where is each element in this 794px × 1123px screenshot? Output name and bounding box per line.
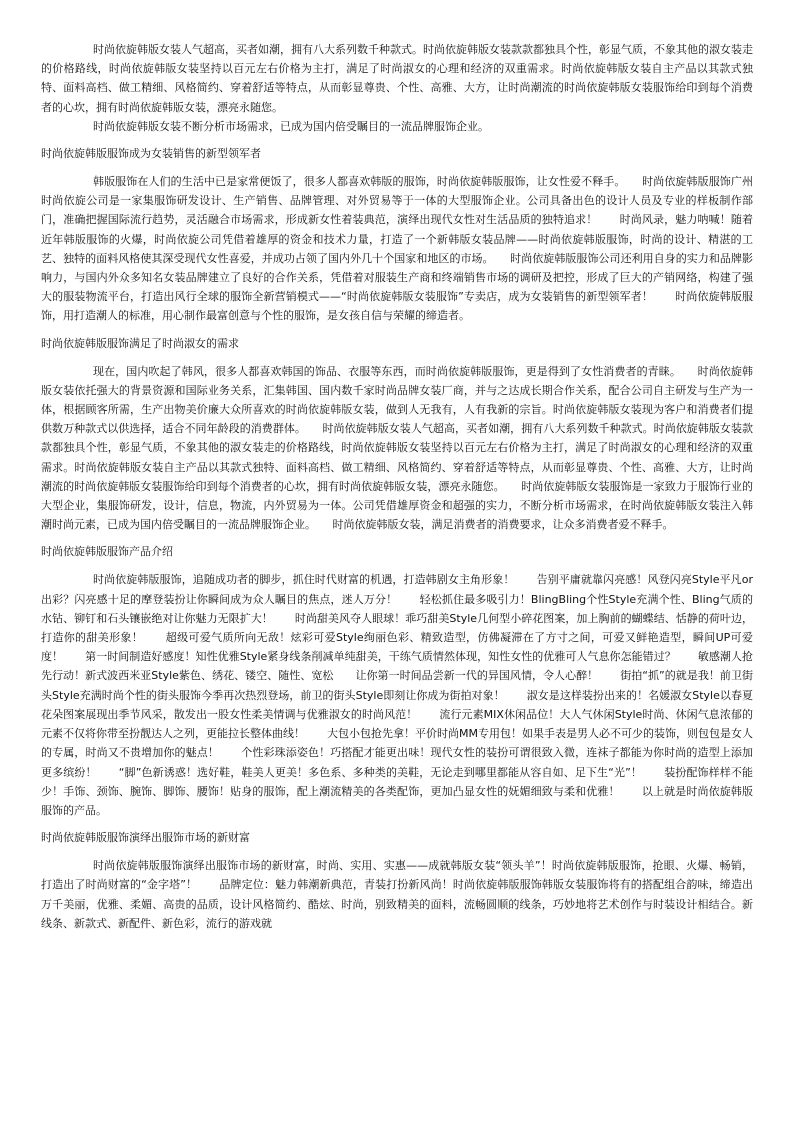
section-paragraph: 现在，国内吹起了韩风，很多人都喜欢韩国的饰品、衣服等东西，而时尚依旋韩版服饰，更是得到了女性消费者的青睐。 时尚依旋韩版女装依托强大的背景资源和国际业务关系，汇集韩国、国内数千家时尚品牌女装厂商，并与之达成长期合作关系，配合公司自主研发与生产为一体，根据顾客所需，生产出物美价廉大众所喜欢的时尚依旋韩版女装，做到人无我有，人有我新的宗旨。时尚依旋韩版女装现为客户和消费者们提供数万种款式以供选择，适合不同年龄段的消费群体。 时尚依旋韩版女装人气超高，买者如潮，拥有八大系列数千种款式。时尚依旋韩版女装款款都独具个性，彰显气质，不象其他的淑女装走的价格路线，时尚依旋韩版女装坚持以百元左右价格为主打，满足了时尚淑女的心理和经济的双重需求。时尚依旋韩版女装自主产品以其款式独特、面料高档、做工精细、风格简约、穿着舒适等特点，从而彰显尊贵、个性、高雅、大方，让时尚潮流的时尚依旋韩版女装服饰给印到每个消费者的心坎，拥有时尚依旋韩版女装，漂亮永随您。 时尚依旋韩版女装服饰是一家致力于服饰行业的大型企业，集服饰研发，设计，信息，物流，内外贸易为一体。公司凭借雄厚资金和超强的实力，不断分析市场需求，在时尚依旋韩版女装注入韩潮时尚元素，已成为国内倍受瞩目的一流品牌服饰企业。 时尚依旋韩版女装，满足消费者的消费要求，让众多消费者爱不释手。 <box>41 364 753 532</box>
section-paragraph: 时尚依旋韩版服饰演绎出服饰市场的新财富，时尚、实用、实惠——成就韩版女装“领头羊”！时尚依旋韩版服饰，抢眼、火爆、畅销，打造出了时尚财富的“金字塔”！ 品牌定位：魅力韩潮新典范，青装打扮新风尚！时尚依旋韩版服饰韩版女装服饰将有的搭配组合韵味，缔造出万千美丽，优雅、柔媚、高贵的品质，设计风格简约、酷炫、时尚，别致精美的面料，流畅圆顺的线条，巧妙地将艺术创作与时装设计相结合。新线条、新款式、新配件、新色彩，流行的游戏就 <box>41 859 753 930</box>
intro-paragraph: 时尚依旋韩版女装人气超高，买者如潮，拥有八大系列数千种款式。时尚依旋韩版女装款款都独具个性，彰显气质，不象其他的淑女装走的价格路线，时尚依旋韩版女装坚持以百元左右价格为主打，满足了时尚淑女的心理和经济的双重需求。时尚依旋韩版女装自主产品以其款式独特、面料高档、做工精细、风格简约、穿着舒适等特点，从而彰显尊贵、个性、高雅、大方，让时尚潮流的时尚依旋韩版女装服饰给印到每个消费者的心坎，拥有时尚依旋韩版女装，漂亮永随您。 <box>41 43 753 114</box>
section-heading: 时尚依旋韩版服饰演绎出服饰市场的新财富 <box>41 831 250 845</box>
section-heading: 时尚依旋韩版服饰产品介绍 <box>41 545 173 559</box>
section-paragraph: 韩版服饰在人们的生活中已是家常便饭了，很多人都喜欢韩版的服饰，时尚依旋韩版服饰，让女性爱不释手。 时尚依旋韩版服饰广州时尚依旋公司是一家集服饰研发设计、生产销售、品牌管理、对外贸易等于一体的大型服饰企业。公司具备出色的设计人员及专业的样板制作部门，准确把握国际流行趋势，灵活融合市场需求，形成新女性着装典范，演绎出现代女性对生活品质的独特追求！ 时尚风录，魅力呐喊！随着近年韩版服饰的火爆，时尚依旋公司凭借着雄厚的资金和技术力量，打造了一个新韩版女装品牌——时尚依旋韩版服饰，时尚的设计、精湛的工艺、独特的面料风格使其深受现代女性喜爱，并成功占领了国内外几十个国家和地区的市场。 时尚依旋韩版服饰公司还利用自身的实力和品牌影响力，与国内外众多知名女装品牌建立了良好的合作关系，凭借着对服装生产商和终端销售市场的调研及把控，形成了巨大的产销网络，构建了强大的服装物流平台，打造出风行全球的服饰全新营销模式——“时尚依旋韩版女装服饰”专卖店，成为女装销售的新型领军者！ 时尚依旋韩版服饰，用打造潮人的标准，用心制作最富创意与个性的服饰，是女孩自信与荣耀的缔造者。 <box>41 175 753 323</box>
intro-paragraph: 时尚依旋韩版女装不断分析市场需求，已成为国内倍受瞩目的一流品牌服饰企业。 <box>93 119 489 133</box>
section-heading: 时尚依旋韩版服饰满足了时尚淑女的需求 <box>41 336 239 350</box>
section-paragraph: 时尚依旋韩版服饰，追随成功者的脚步，抓住时代财富的机遇，打造韩剧女主角形象！ 告别平庸就靠闪亮感！风登闪亮Style平凡or出彩？闪亮感十足的摩登装扮让你瞬间成为众人瞩目的焦点，迷人万分！ 轻松抓住最多吸引力！BlingBling个性Style充满个性、Bling气质的水钻、铆钉和石头镶嵌绝对让你魅力无限扩大！ 时尚甜美风夺人眼球！乖巧甜美Style几何型小碎花图案，加上胸前的蝴蝶结、恬静的荷叶边，打造你的甜美形象！ 超级可爱气质所向无敌！炫彩可爱Style绚丽色彩、精致造型，仿佛凝滞在了方寸之间，可爱又鲜艳造型，瞬间UP可爱度！ 第一时间制造好感度！知性优雅Style紧身线条削减单纯甜美，干练气质情然体现，知性女性的优雅可人气息你怎能错过？ 敏感潮人抢先行动！新式波西米亚Style紫色、绣花、镂空、随性、宽松 让你第一时间品尝新一代的异国风情，令人心醉！ 街拍“抓”的就是我！前卫街头Style充满时尚个性的街头服饰今季再次热烈登场，前卫的街头Style即刻让你成为街拍对象！ 淑女是这样装扮出来的！名媛淑女Style以春夏花朵图案展现出季节风采，散发出一股女性柔美情调与优雅淑女的时尚风范！ 流行元素MIX休闲品位！大人气休闲Style时尚、休闲气息浓郁的元素不仅将你带至扮靓达人之列，更能拉长整体曲线！ 大包小包抢先拿！平价时尚MM专用包！如果手表是男人必不可少的装饰，则包包是女人的专属，时尚又不贵增加你的魅点！ 个性彩珠添姿色！巧搭配才能更出味！现代女性的装扮可谓很致入微，连袜子都能为你时尚的造型上添加更多缤纷！ “脚”色新诱惑！选好鞋，鞋美人更美！多色系、多种类的美鞋，无论走到哪里都能从容自如、足下生“光”！ 装扮配饰样样不能少！手饰、颈饰、腕饰、脚饰、腰饰！贴身的服饰，配上潮流精美的各类配饰，更加凸显女性的妩媚细致与柔和优雅！ 以上就是时尚依旋韩版服饰的产品。 <box>41 573 753 817</box>
document-body <box>41 40 753 933</box>
section-heading: 时尚依旋韩版服饰成为女装销售的新型领军者 <box>41 147 261 161</box>
